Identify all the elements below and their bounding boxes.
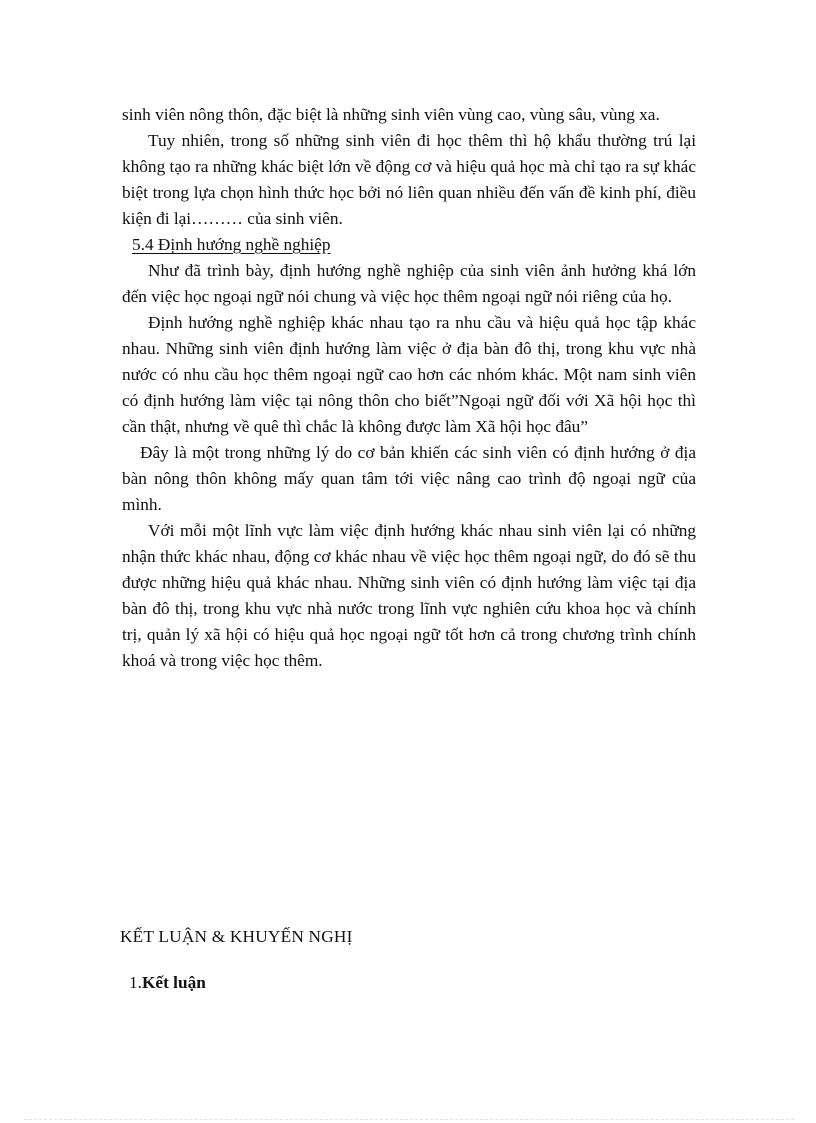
paragraph-rural-reason: Đây là một trong những lý do cơ bản khiến các sinh viên có định hướng ở địa bàn nông thôn không mấy quan tâm tới việc nâng cao trình độ ngoại ngữ của mình. [122, 443, 696, 514]
subsection-number: 1. [129, 973, 142, 992]
paragraph-career-needs: Định hướng nghề nghiệp khác nhau tạo ra nhu cầu và hiệu quả học tập khác nhau. Những sinh viên định hướng làm việc ở địa bàn đô thị, trong khu vực nhà nước có nhu cầu học thêm ngoại ngữ cao hơn các nhóm khác. Một nam sinh viên có định hướng làm việc tại nông thôn cho biết”Ngoại ngữ đối với Xã hội học thì cần thật, nhưng về quê thì chắc là không được làm Xã hội học đâu” [122, 313, 696, 436]
paragraph-career-influence: Như đã trình bày, định hướng nghề nghiệp của sinh viên ảnh hưởng khá lớn đến việc học ngoại ngữ nói chung và việc học thêm ngoại ngữ nói riêng của họ. [122, 261, 696, 306]
page-bottom-divider [24, 1119, 794, 1120]
body-text [122, 102, 696, 674]
heading-career-orientation: 5.4 Định hướng nghề nghiệp [132, 235, 331, 254]
paragraph-continuation: sinh viên nông thôn, đặc biệt là những sinh viên vùng cao, vùng sâu, vùng xa. [122, 105, 660, 124]
subsection-heading-conclusion [129, 970, 206, 996]
section-title-conclusion: KẾT LUẬN & KHUYẾN NGHỊ [120, 927, 353, 946]
paragraph-residence: Tuy nhiên, trong số những sinh viên đi học thêm thì hộ khẩu thường trú lại không tạo ra những khác biệt lớn về động cơ và hiệu quả học mà chỉ tạo ra sự khác biệt trong lựa chọn hình thức học bởi nó liên quan nhiều đến vấn đề kinh phí, điều kiện đi lại……… của sinh viên. [122, 131, 696, 228]
paragraph-field-orientation: Với mỗi một lĩnh vực làm việc định hướng khác nhau sinh viên lại có những nhận thức khác nhau, động cơ khác nhau về việc học thêm ngoại ngữ, do đó sẽ thu được những hiệu quả khác nhau. Những sinh viên có định hướng làm việc tại địa bàn đô thị, trong khu vực nhà nước trong lĩnh vực nghiên cứu khoa học và chính trị, quản lý xã hội có hiệu quả học ngoại ngữ tốt hơn cả trong chương trình chính khoá và trong việc học thêm. [122, 521, 696, 670]
subsection-title: Kết luận [141, 973, 206, 992]
